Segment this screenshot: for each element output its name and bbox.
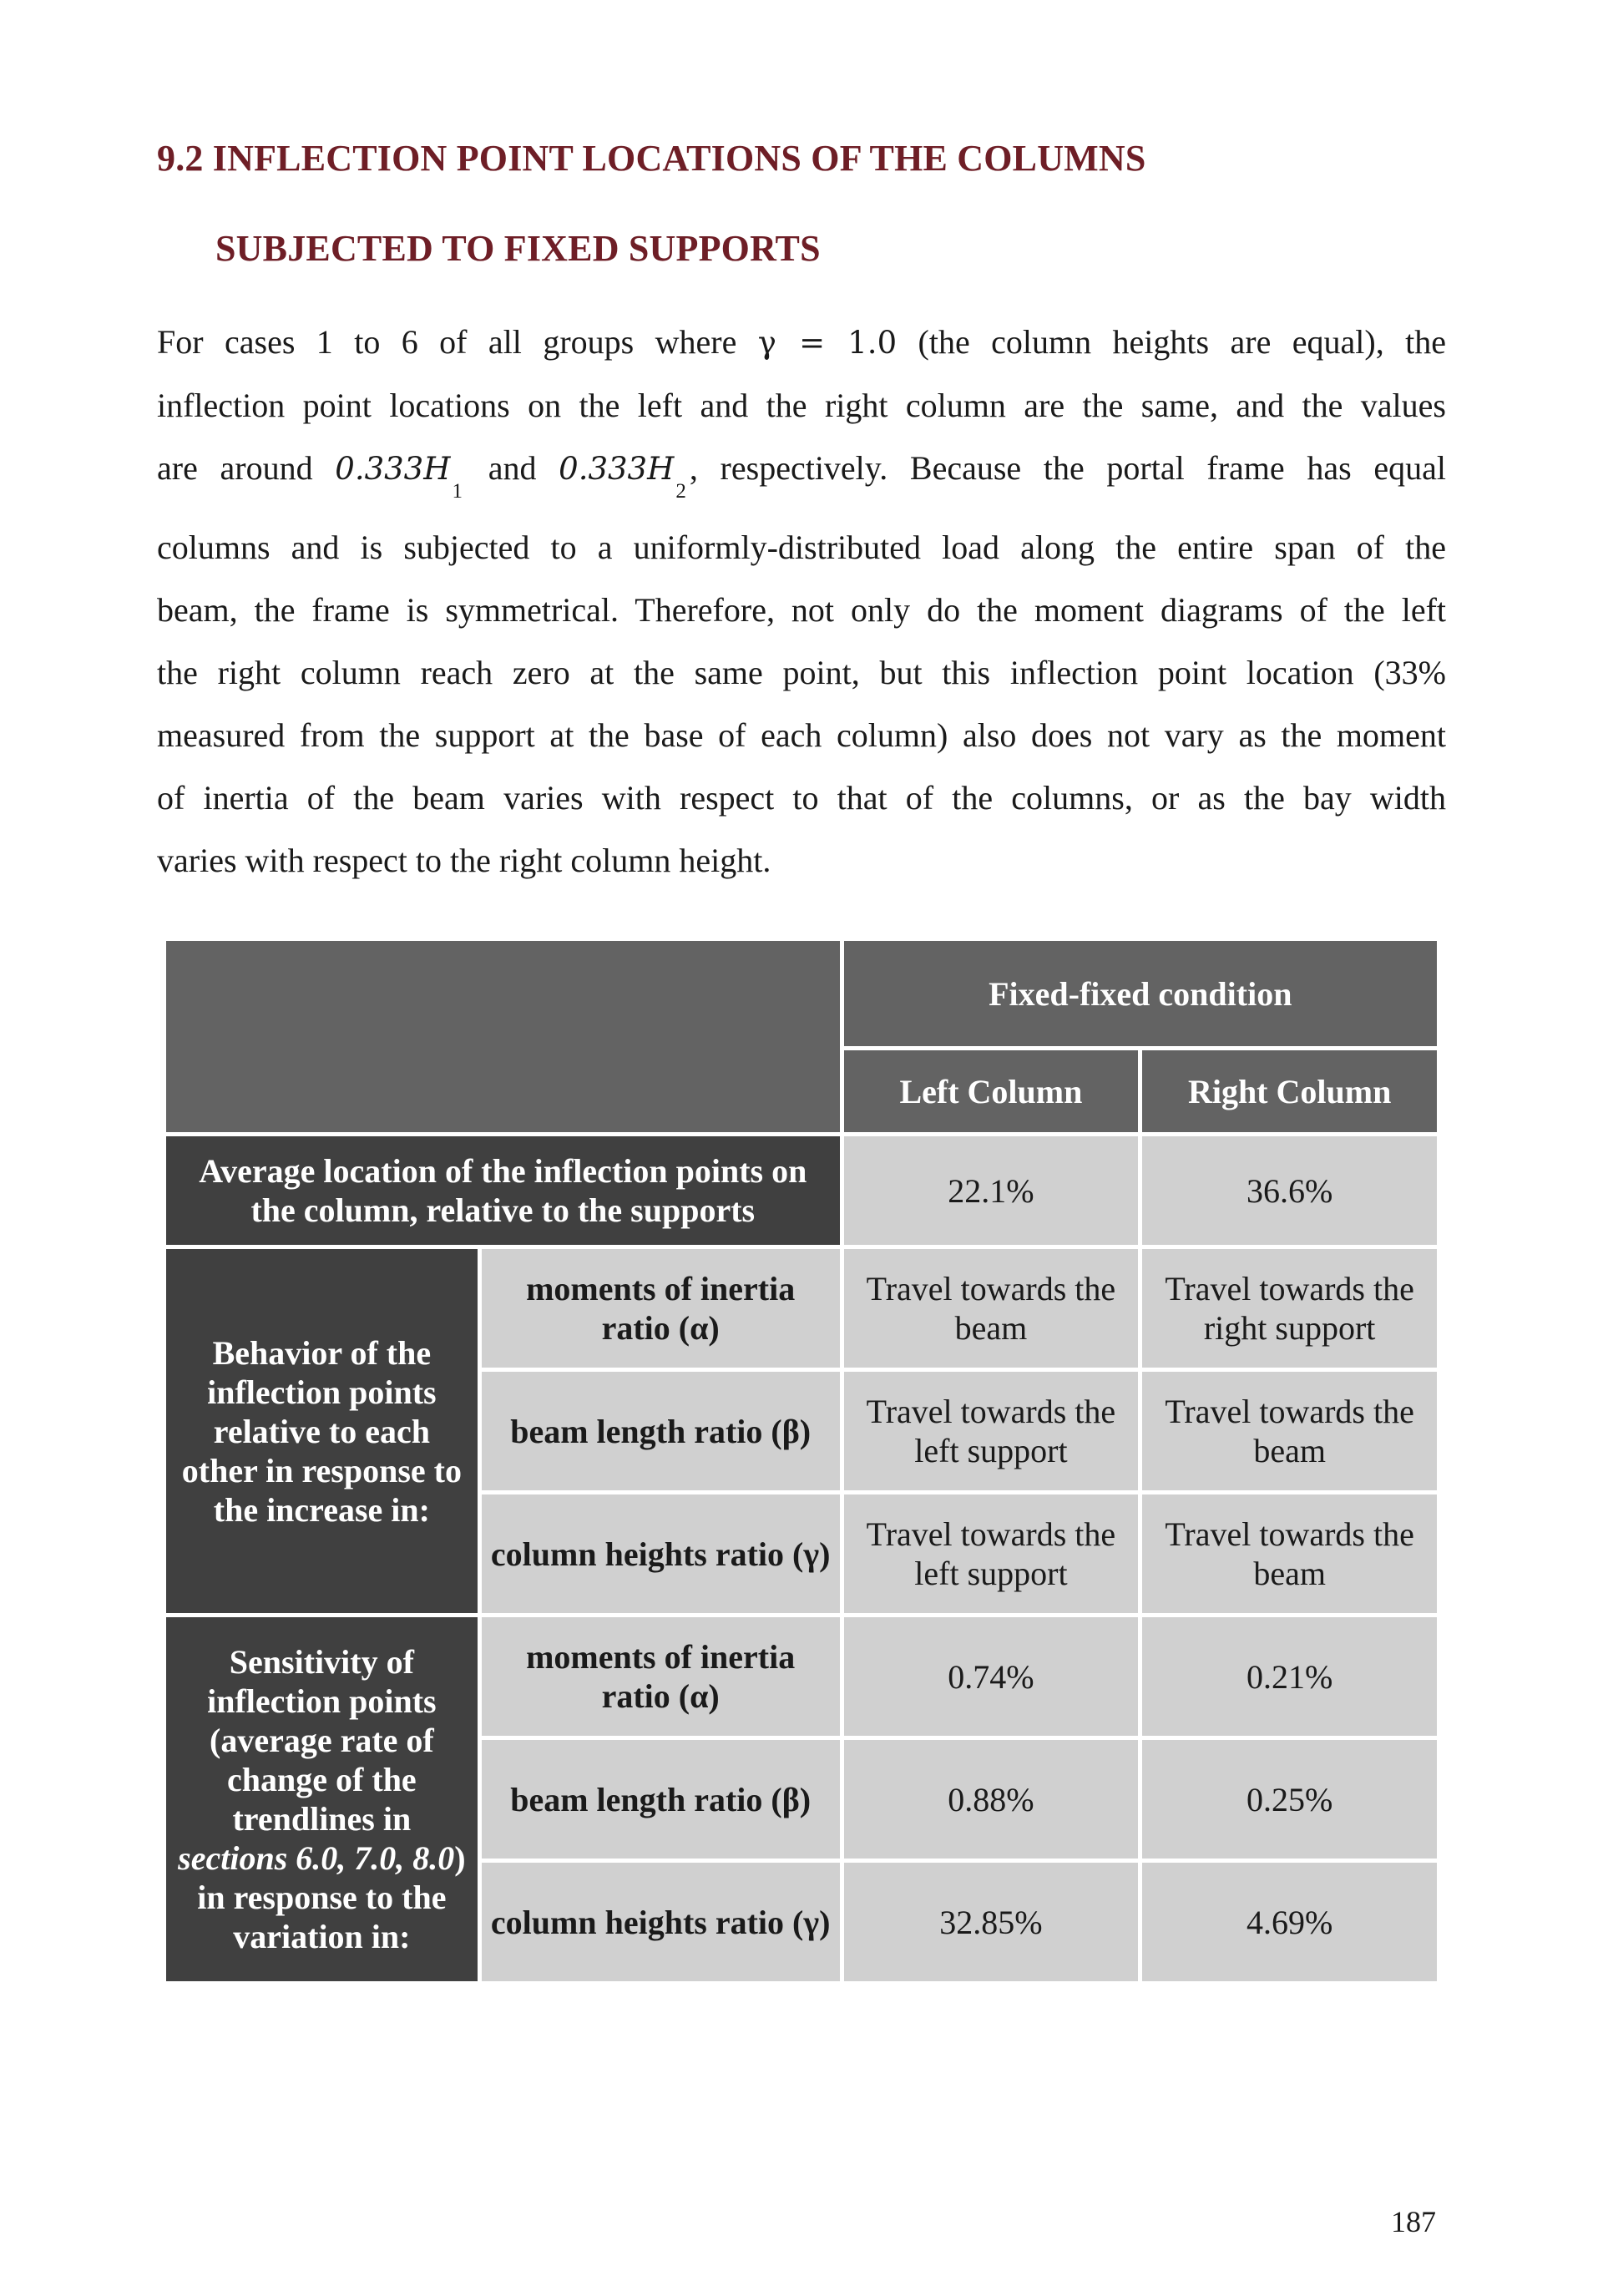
behavior-alpha-right: Travel towards the right support: [1142, 1249, 1437, 1368]
sensitivity-label-sections: sections 6.0, 7.0, 8.0: [178, 1839, 455, 1877]
behavior-beta-right: Travel towards the beam: [1142, 1372, 1437, 1490]
sensitivity-gamma-right: 4.69%: [1142, 1863, 1437, 1981]
paragraph-line-1: [157, 311, 1446, 374]
behavior-param-gamma: column heights ratio (γ): [482, 1494, 840, 1613]
paragraph-line-2: inflection point locations on the left and the right column are the same, and the values: [157, 387, 1446, 424]
behavior-beta-left: Travel towards the left support: [844, 1372, 1139, 1490]
sensitivity-beta-right: 0.25%: [1142, 1740, 1437, 1859]
table-row-behavior-alpha: [166, 1249, 1437, 1368]
sensitivity-param-alpha: moments of inertia ratio (α): [482, 1617, 840, 1736]
sensitivity-beta-left: 0.88%: [844, 1740, 1139, 1859]
h1-expression: 0.333H: [335, 451, 451, 487]
paragraph-line-5: beam, the frame is symmetrical. Therefore, not only do the moment diagrams of the left: [157, 591, 1446, 629]
line-1-text-a: For cases 1 to 6 of all groups where: [157, 323, 758, 361]
sensitivity-alpha-left: 0.74%: [844, 1617, 1139, 1736]
paragraph-line-4: columns and is subjected to a uniformly-distributed load along the entire span of the: [157, 528, 1446, 566]
table-row-average: [166, 1136, 1437, 1245]
table-corner-cell: [166, 941, 840, 1132]
sensitivity-label-text-b: ) in response to the variation in:: [197, 1839, 466, 1955]
h1-subscript: 1: [452, 480, 463, 503]
section-title-line-2: SUBJECTED TO FIXED SUPPORTS: [215, 228, 821, 269]
sensitivity-param-beta: beam length ratio (β): [482, 1740, 840, 1859]
average-right-value: 36.6%: [1142, 1136, 1437, 1245]
paragraph-line-3: [157, 437, 1446, 504]
average-location-label: Average location of the inflection points on the column, relative to the supports: [166, 1136, 840, 1245]
fixed-fixed-header: Fixed-fixed condition: [844, 941, 1437, 1046]
line-1-text-b: (the column heights are equal), the: [897, 323, 1446, 361]
sensitivity-alpha-right: 0.21%: [1142, 1617, 1437, 1736]
behavior-label: Behavior of the inflection points relative to each other in response to the increase in:: [166, 1249, 478, 1613]
page-number: 187: [1391, 2205, 1436, 2238]
table-row-sensitivity-alpha: [166, 1617, 1437, 1736]
sensitivity-label-text-a: Sensitivity of inflection points (average rate of change of the trendlines in: [207, 1643, 437, 1838]
line-3-text-c: , respectively. Because the portal frame has equal: [689, 449, 1446, 487]
sensitivity-gamma-left: 32.85%: [844, 1863, 1139, 1981]
paragraph-line-8: of inertia of the beam varies with respect to that of the columns, or as the bay width: [157, 779, 1446, 817]
behavior-alpha-left: Travel towards the beam: [844, 1249, 1139, 1368]
section-title-line-1: 9.2 INFLECTION POINT LOCATIONS OF THE COLUMNS: [157, 138, 1146, 179]
h2-expression: 0.333H: [559, 451, 675, 487]
behavior-param-beta: beam length ratio (β): [482, 1372, 840, 1490]
sensitivity-param-gamma: column heights ratio (γ): [482, 1863, 840, 1981]
body-paragraph-top: [157, 311, 1446, 504]
paragraph-line-9: varies with respect to the right column height.: [157, 842, 771, 879]
paragraph-line-6: the right column reach zero at the same point, but this inflection point location (33%: [157, 654, 1446, 691]
behavior-gamma-left: Travel towards the left support: [844, 1494, 1139, 1613]
right-column-header: Right Column: [1142, 1050, 1437, 1132]
gamma-equation: γ = 1.0: [757, 325, 898, 361]
table-header-row-1: [166, 941, 1437, 1046]
sensitivity-label: [166, 1617, 478, 1981]
line-3-text-b: and: [466, 449, 559, 487]
left-column-header: Left Column: [844, 1050, 1139, 1132]
line-3-text-a: are around: [157, 449, 336, 487]
behavior-gamma-right: Travel towards the beam: [1142, 1494, 1437, 1613]
h2-subscript: 2: [675, 480, 686, 503]
inflection-point-table: [162, 937, 1441, 1985]
body-paragraph-bottom: [157, 516, 1446, 892]
average-left-value: 22.1%: [844, 1136, 1139, 1245]
behavior-param-alpha: moments of inertia ratio (α): [482, 1249, 840, 1368]
paragraph-line-7: measured from the support at the base of each column) also does not vary as the moment: [157, 716, 1446, 754]
